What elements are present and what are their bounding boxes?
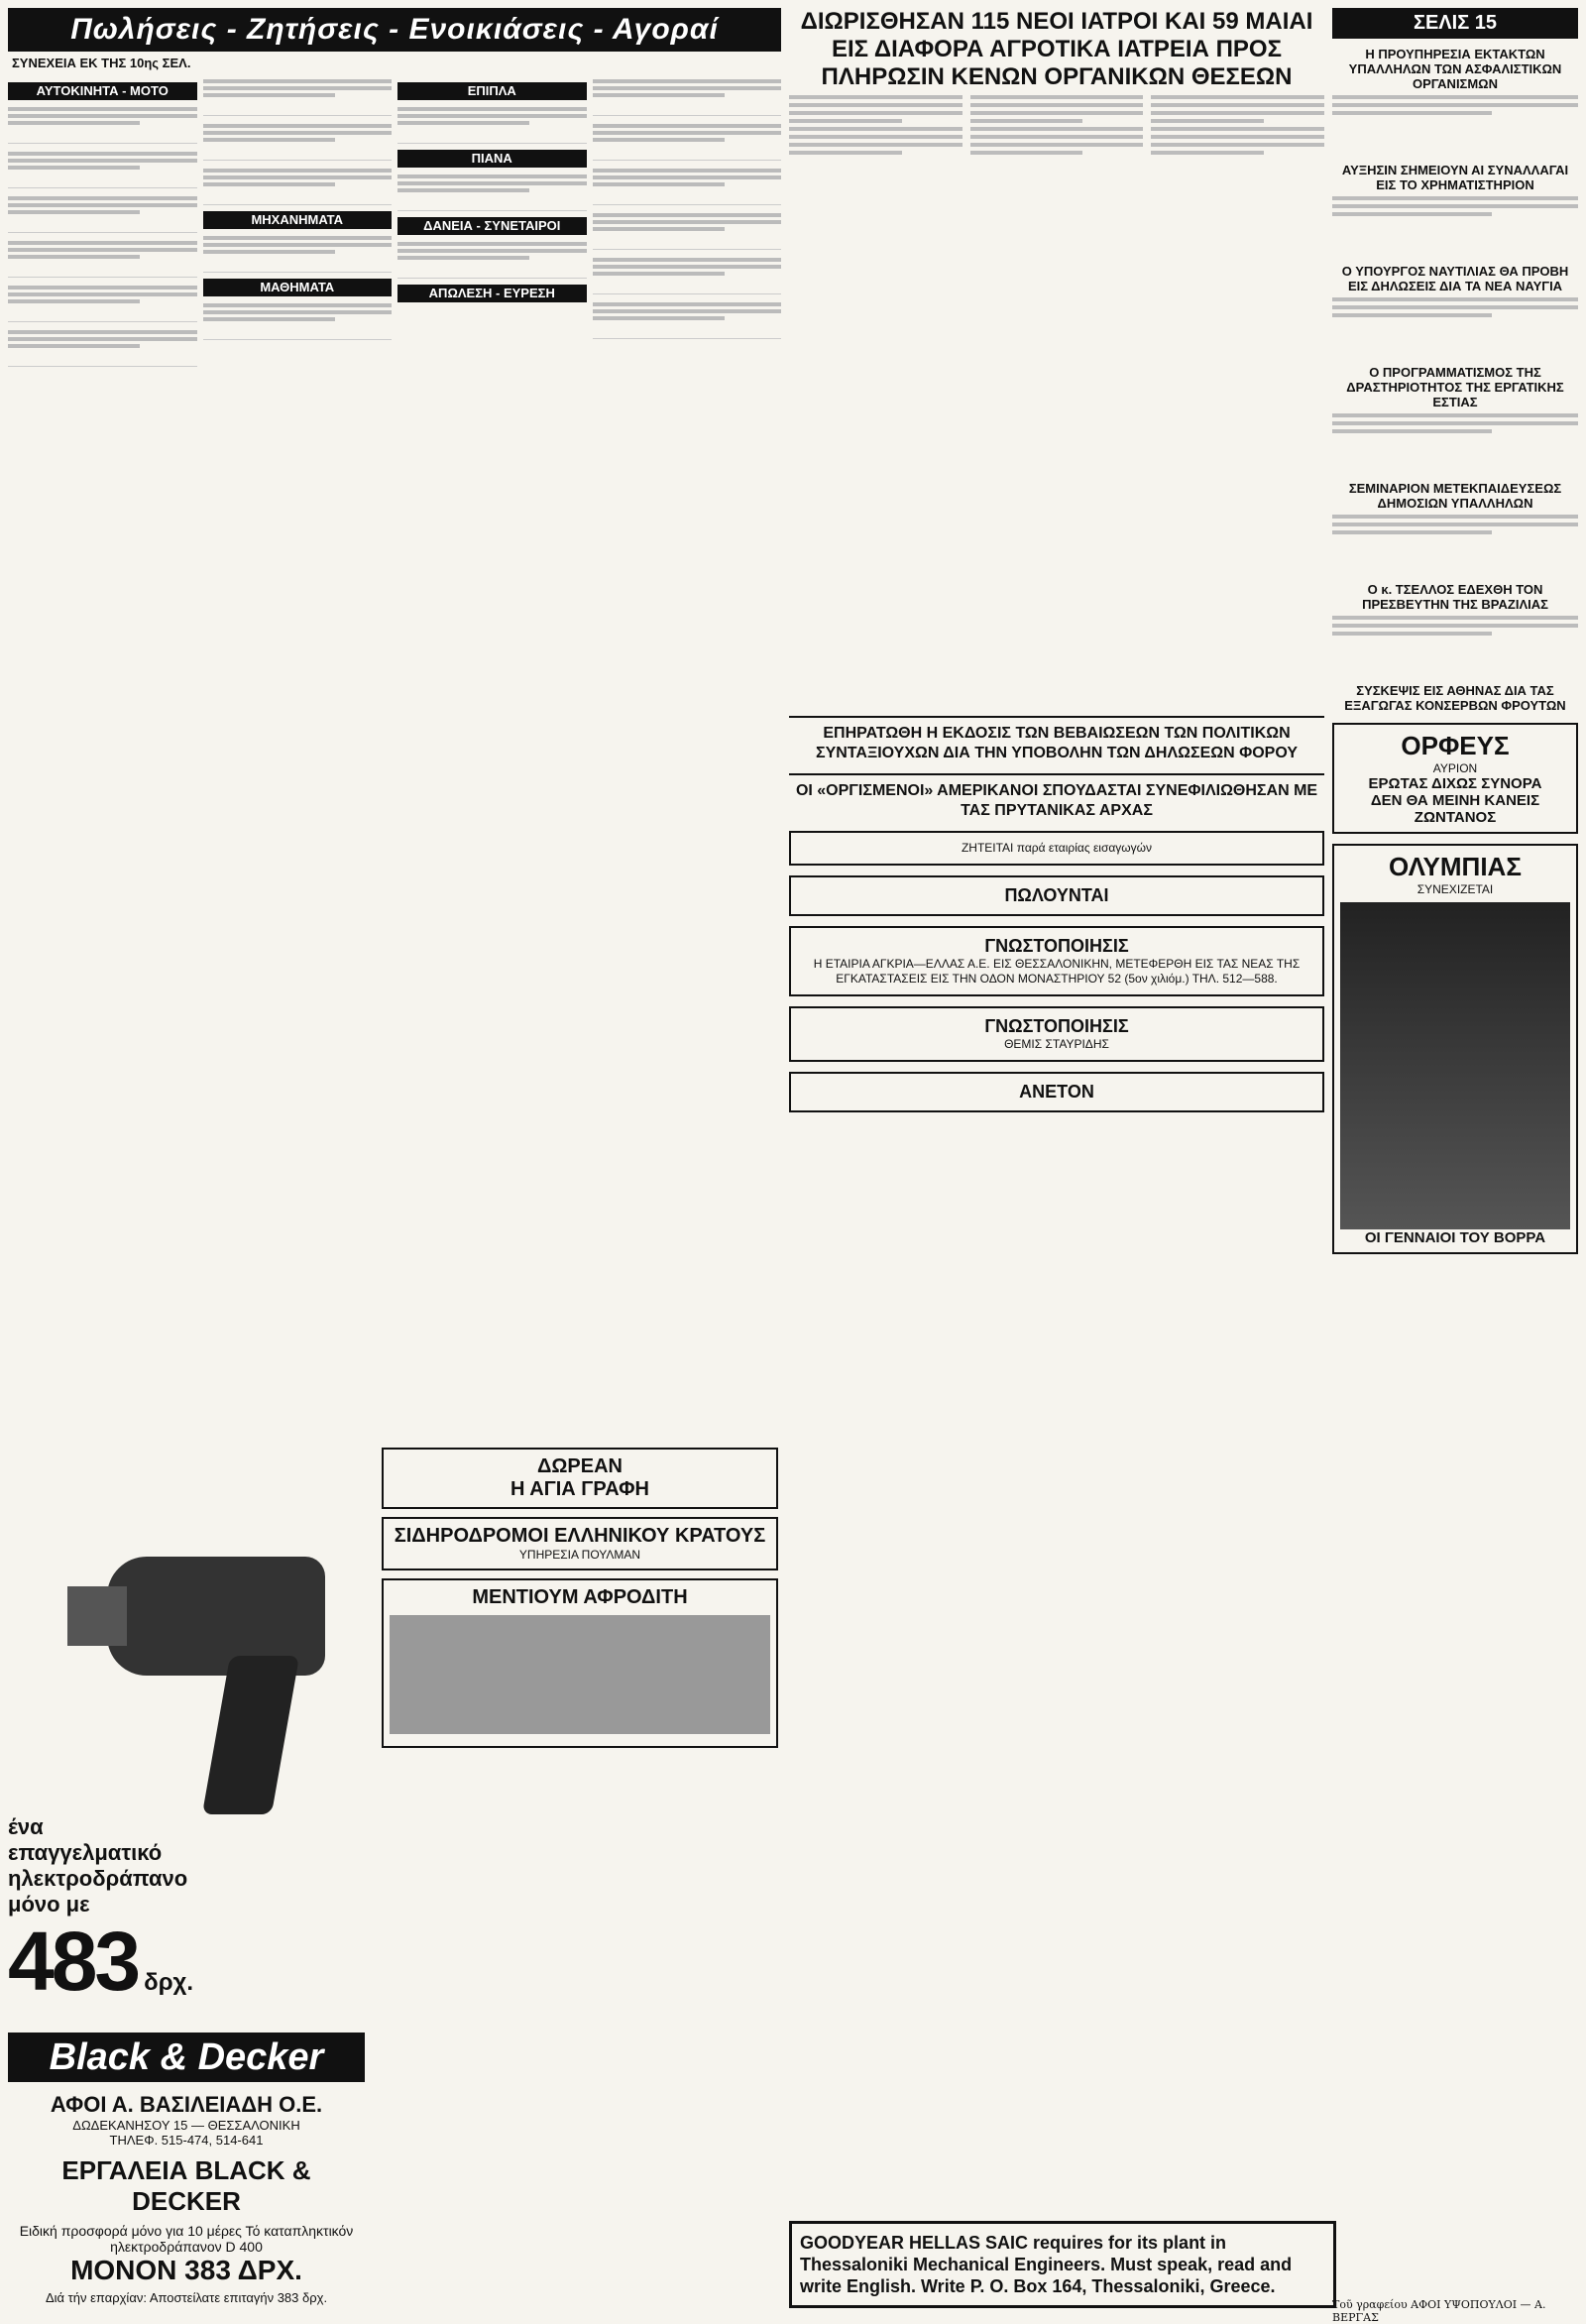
article-column xyxy=(970,91,1144,706)
main-article xyxy=(789,91,1324,706)
brief-body xyxy=(1332,95,1578,155)
brief-title: Η ΠΡΟΥΠΗΡΕΣΙΑ ΕΚΤΑΚΤΩΝ ΥΠΑΛΛΗΛΩΝ ΤΩΝ ΑΣΦΑΛΙΣΤΙΚΩΝ ΟΡΓΑΝΙΣΜΩΝ xyxy=(1348,47,1562,91)
dealer-brand: ΕΡΓΑΛΕΙΑ BLACK & DECKER xyxy=(61,2155,311,2216)
classifieds-subheader: ΣΥΝΕΧΕΙΑ ΕΚ ΤΗΣ 10ης ΣΕΛ. xyxy=(12,56,191,70)
classifieds-columns xyxy=(8,76,781,372)
brief-body xyxy=(1332,616,1578,675)
category-heading: ΑΥΤΟΚΙΝΗΤΑ - ΜΟΤΟ xyxy=(8,82,197,100)
dealer-address: ΔΩΔΕΚΑΝΗΣΟΥ 15 — ΘΕΣΣΑΛΟΝΙΚΗ xyxy=(72,2118,300,2133)
classified-ad xyxy=(8,283,197,322)
wanted-ad xyxy=(789,831,1324,866)
pension-headline: ΕΠΗΡΑΤΩΘΗ Η ΕΚΔΟΣΙΣ ΤΩΝ ΒΕΒΑΙΩΣΕΩΝ ΤΩΝ ΠΟΛΙΤΙΚΩΝ ΣΥΝΤΑΞΙΟΥΧΩΝ ΔΙΑ ΤΗΝ ΥΠΟΒΟΛΗΝ ΤΩΝ ΔΗΛΩΣΕΩΝ ΦΟΡΟΥ xyxy=(789,716,1324,763)
classified-ad xyxy=(593,121,782,161)
notice-ad xyxy=(789,926,1324,996)
drill-illustration xyxy=(67,1457,365,1814)
category-heading: ΑΠΩΛΕΣΗ - ΕΥΡΕΣΗ xyxy=(397,285,587,302)
notice-ad-2 xyxy=(789,1006,1324,1062)
mid-ads xyxy=(382,1448,778,2310)
notice-signature: ΘΕΜΙΣ ΣΤΑΥΡΙΔΗΣ xyxy=(1004,1037,1109,1051)
category-heading: ΜΗΧΑΝΗΜΑΤΑ xyxy=(203,211,393,229)
aneton-ad xyxy=(789,1072,1324,1112)
notice2-title: ΓΝΩΣΤΟΠΟΙΗΣΙΣ xyxy=(984,1016,1129,1036)
brief-body xyxy=(1332,515,1578,574)
brand-logo: Black & Decker xyxy=(8,2033,365,2082)
classified-ad xyxy=(8,104,197,144)
classified-ad xyxy=(397,172,587,211)
brief-title: Ο ΠΡΟΓΡΑΜΜΑΤΙΣΜΟΣ ΤΗΣ ΔΡΑΣΤΗΡΙΟΤΗΤΟΣ ΤΗΣ ΕΡΓΑΤΙΚΗΣ ΕΣΤΙΑΣ xyxy=(1346,365,1564,409)
cinema-film: ΟΙ ΓΕΝΝΑΙΟΙ ΤΟΥ ΒΟΡΡΑ xyxy=(1364,1229,1546,1246)
news-column xyxy=(789,8,1324,2318)
sale-ad-title: ΠΩΛΟΥΝΤΑΙ xyxy=(1004,885,1109,905)
dealer-offer: Ειδική προσφορά μόνο για 10 μέρες Τό καταπληκτικόν ηλεκτροδράπανον D 400 xyxy=(19,2223,354,2255)
classified-ad xyxy=(203,121,393,161)
brief-title: ΑΥΞΗΣΙΝ ΣΗΜΕΙΟΥΝ ΑΙ ΣΥΝΑΛΛΑΓΑΙ ΕΙΣ ΤΟ ΧΡΗΜΑΤΙΣΤΗΡΙΟΝ xyxy=(1341,163,1569,192)
cinema-when: ΑΥΡΙΟΝ xyxy=(1432,761,1478,775)
students-headline: ΟΙ «ΟΡΓΙΣΜΕΝΟΙ» ΑΜΕΡΙΚΑΝΟΙ ΣΠΟΥΔΑΣΤΑΙ ΣΥΝΕΦΙΛΙΩΘΗΣΑΝ ΜΕ ΤΑΣ ΠΡΥΤΑΝΙΚΑΣ ΑΡΧΑΣ xyxy=(789,773,1324,821)
dealer-name: ΑΦΟΙ Α. ΒΑΣΙΛΕΙΑΔΗ Ο.Ε. xyxy=(50,2092,323,2117)
classified-ad xyxy=(593,255,782,294)
classified-ad xyxy=(593,76,782,116)
rail-ad-title: ΣΙΔΗΡΟΔΡΟΜΟΙ ΕΛΛΗΝΙΚΟΥ ΚΡΑΤΟΥΣ xyxy=(394,1525,766,1547)
medium-ad-title: ΜΕΝΤΙΟΥΜ ΑΦΡΟΔΙΤΗ xyxy=(472,1586,688,1608)
cinema-film: ΕΡΩΤΑΣ ΔΙΧΩΣ ΣΥΝΟΡΑ xyxy=(1368,775,1542,792)
bible-ad-subtitle: Η ΑΓΙΑ ΓΡΑΦΗ xyxy=(510,1478,649,1500)
classifieds-column xyxy=(8,76,197,372)
drill-tagline: ένα επαγγελματικό ηλεκτροδράπανο μόνο με xyxy=(8,1814,188,1917)
classified-ad xyxy=(397,239,587,279)
dealer-price: ΜΟΝΟΝ 383 ΔΡΧ. xyxy=(70,2255,302,2285)
cinema-orfeus xyxy=(1332,723,1578,834)
right-column xyxy=(1332,8,1578,2318)
black-decker-ad xyxy=(8,1448,375,2310)
drill-handle-shape xyxy=(202,1656,299,1814)
film-poster xyxy=(1340,902,1570,1229)
dealer-phone: ΤΗΛΕΦ. 515-474, 514-641 xyxy=(109,2133,264,2148)
page-footer: Τοῦ γραφείου ΑΦΟΙ ΥΨΟΠΟΥΛΟΙ — Α. ΒΕΡΓΑΣ xyxy=(1332,2298,1546,2324)
cinema-film-2: ΔΕΝ ΘΑ ΜΕΙΝΗ ΚΑΝΕΙΣ ΖΩΝΤΑΝΟΣ xyxy=(1370,792,1540,826)
category-heading: ΔΑΝΕΙΑ - ΣΥΝΕΤΑΙΡΟΙ xyxy=(397,217,587,235)
brief-body xyxy=(1332,413,1578,473)
medium-portrait xyxy=(390,1615,770,1734)
drill-chuck-shape xyxy=(67,1586,127,1646)
medium-ad xyxy=(382,1578,778,1748)
classified-ad xyxy=(593,166,782,205)
dealer-info xyxy=(8,2092,365,2305)
brief-title: Ο κ. ΤΣΕΛΛΟΣ ΕΔΕΧΘΗ ΤΟΝ ΠΡΕΣΒΕΥΤΗΝ ΤΗΣ ΒΡΑΖΙΛΙΑΣ xyxy=(1362,582,1548,612)
classifieds-column xyxy=(203,76,393,372)
brief-title: Ο ΥΠΟΥΡΓΟΣ ΝΑΥΤΙΛΙΑΣ ΘΑ ΠΡΟΒΗ ΕΙΣ ΔΗΛΩΣΕΙΣ ΔΙΑ ΤΑ ΝΕΑ ΝΑΥΓΙΑ xyxy=(1341,264,1569,293)
brief-body xyxy=(1332,297,1578,357)
aneton-title: ΑΝΕΤΟΝ xyxy=(1019,1082,1094,1102)
classified-ad xyxy=(8,327,197,367)
section-header: ΣΕΛΙΣ 15 xyxy=(1332,8,1578,39)
classified-ad xyxy=(397,104,587,144)
category-heading: ΠΙΑΝΑ xyxy=(397,150,587,168)
bible-ad-title: ΔΩΡΕΑΝ xyxy=(537,1455,623,1477)
classified-ad xyxy=(203,166,393,205)
classified-ad xyxy=(8,149,197,188)
classifieds-header: Πωλήσεις - Ζητήσεις - Ενοικιάσεις - Αγοραί xyxy=(8,8,781,52)
category-heading: ΕΠΙΠΛΑ xyxy=(397,82,587,100)
bible-ad xyxy=(382,1448,778,1509)
goodyear-ad: GOODYEAR HELLAS SAIC requires for its plant in Thessaloniki Mechanical Engineers. Must speak, read and write English. Write P. O. Box 164, Thessaloniki, Greece. xyxy=(789,2221,1336,2308)
rail-ad-subtitle: ΥΠΗΡΕΣΙΑ ΠΟΥΛΜΑΝ xyxy=(518,1548,641,1562)
classified-ad xyxy=(203,300,393,340)
classified-ad xyxy=(203,233,393,273)
cinema-name: ΟΛΥΜΠΙΑΣ xyxy=(1389,852,1522,881)
cinema-when: ΣΥΝΕΧΙΖΕΤΑΙ xyxy=(1416,882,1494,896)
classifieds-section xyxy=(8,8,781,1436)
classifieds-column xyxy=(593,76,782,372)
wanted-ad-text: ΖΗΤΕΙΤΑΙ παρά εταιρίας εισαγωγών xyxy=(961,841,1153,855)
brief-body xyxy=(1332,196,1578,256)
sale-ad xyxy=(789,875,1324,916)
classified-ad xyxy=(8,193,197,233)
cinema-olympias xyxy=(1332,844,1578,1254)
classified-ad xyxy=(203,76,393,116)
classifieds-column xyxy=(397,76,587,372)
brief-title: ΣΥΣΚΕΨΙΣ ΕΙΣ ΑΘΗΝΑΣ ΔΙΑ ΤΑΣ ΕΞΑΓΩΓΑΣ ΚΟΝΣΕΡΒΩΝ ΦΡΟΥΤΩΝ xyxy=(1344,683,1566,713)
category-heading: ΜΑΘΗΜΑΤΑ xyxy=(203,279,393,296)
dealer-provinces: Διά τήν επαρχίαν: Αποστείλατε επιταγήν 383 δρχ. xyxy=(45,2290,328,2305)
rail-ad xyxy=(382,1517,778,1570)
article-column xyxy=(789,91,963,706)
brief-title: ΣΕΜΙΝΑΡΙΟΝ ΜΕΤΕΚΠΑΙΔΕΥΣΕΩΣ ΔΗΜΟΣΙΩΝ ΥΠΑΛΛΗΛΩΝ xyxy=(1348,481,1562,511)
drill-price: 483 δρχ. xyxy=(8,1915,194,2008)
notice-body: Η ΕΤΑΙΡΙΑ ΑΓΚΡΙΑ—ΕΛΛΑΣ Α.Ε. ΕΙΣ ΘΕΣΣΑΛΟΝΙΚΗΝ, ΜΕΤΕΦΕΡΘΗ ΕΙΣ ΤΑΣ ΝΕΑΣ ΤΗΣ ΕΓΚΑΤΑΣΤΑΣΕΙΣ ΕΙΣ ΤΗΝ ΟΔΟΝ ΜΟΝΑΣΤΗΡΙΟΥ 52 (5ον χιλιόμ.) ΤΗΛ. 512—588. xyxy=(813,957,1301,986)
article-column xyxy=(1151,91,1324,706)
classified-ad xyxy=(8,238,197,278)
classified-ad xyxy=(593,299,782,339)
cinema-name: ΟΡΦΕΥΣ xyxy=(1401,731,1510,760)
notice-title: ΓΝΩΣΤΟΠΟΙΗΣΙΣ xyxy=(984,936,1129,956)
main-headline: ΔΙΩΡΙΣΘΗΣΑΝ 115 ΝΕΟΙ ΙΑΤΡΟΙ ΚΑΙ 59 ΜΑΙΑΙ ΕΙΣ ΔΙΑΦΟΡΑ ΑΓΡΟΤΙΚΑ ΙΑΤΡΕΙΑ ΠΡΟΣ ΠΛΗΡΩΣΙΝ ΚΕΝΩΝ ΟΡΓΑΝΙΚΩΝ ΘΕΣΕΩΝ xyxy=(800,8,1313,90)
classified-ad xyxy=(593,210,782,250)
